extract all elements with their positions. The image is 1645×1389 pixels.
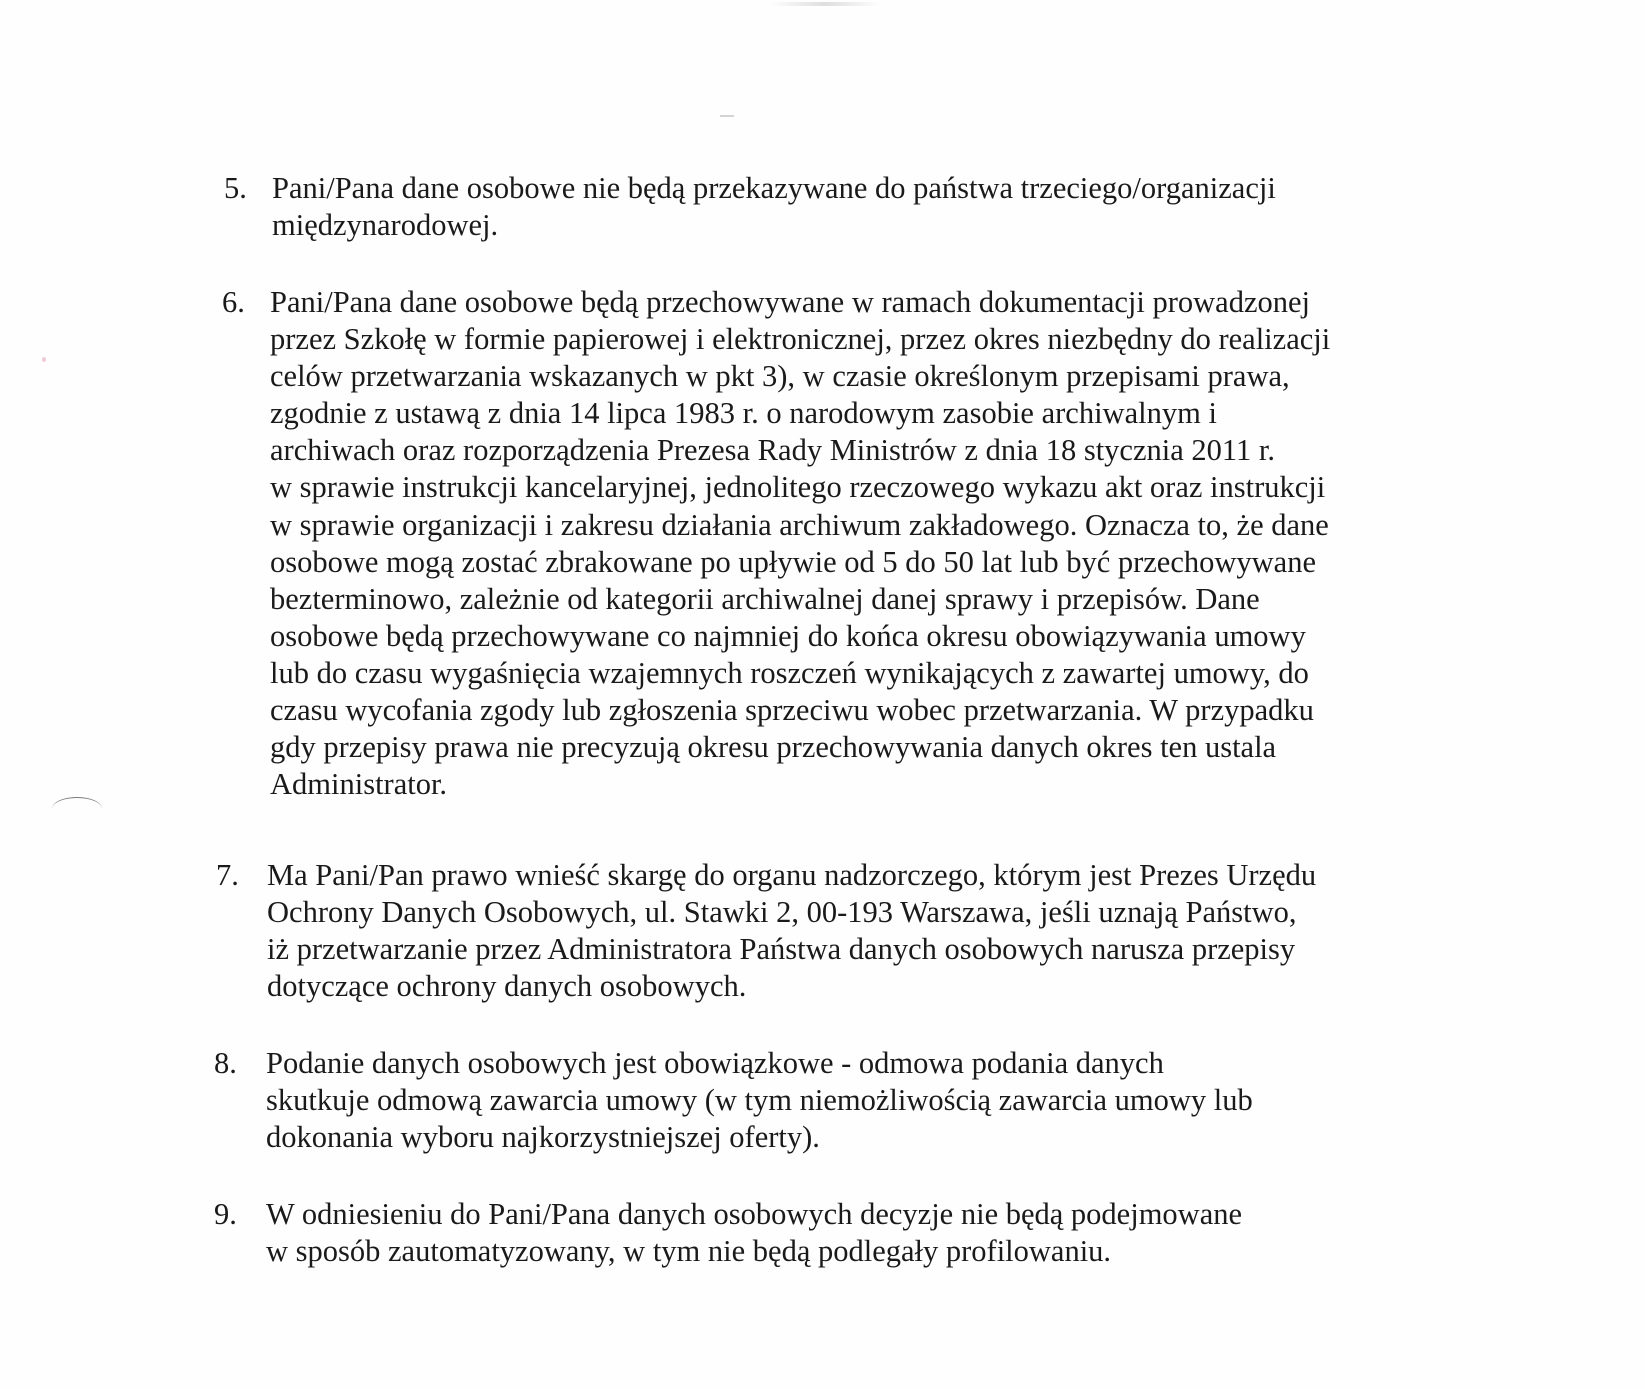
clause-number: 6. (222, 285, 245, 319)
clause-text: Pani/Pana dane osobowe nie będą przekazywane do państwa trzeciego/organizacji międzynarodowej. (272, 171, 1276, 242)
clause-text: W odniesieniu do Pani/Pana danych osobowych decyzje nie będą podejmowane w sposób zautomatyzowany, w tym nie będą podlegały profilowaniu. (266, 1197, 1243, 1268)
clause-number: 9. (214, 1197, 237, 1231)
scan-artifact-dash (720, 115, 734, 117)
clause-text: Podanie danych osobowych jest obowiązkowe - odmowa podania danych skutkuje odmową zawarcia umowy (w tym niemożliwością zawarcia umowy lub dokonania wyboru najkorzystniejszej oferty). (266, 1046, 1253, 1154)
clause-text: Pani/Pana dane osobowe będą przechowywane w ramach dokumentacji prowadzonej przez Szkołę w formie papierowej i elektronicznej, przez okres niezbędny do realizacji celów przetwarzania wskazanych w pkt 3), w czasie określonym przepisami prawa, zgodnie z ustawą z dnia 14 lipca 1983 r. o narodowym zasobie archiwalnym i archiwach oraz rozporządzenia Prezesa Rady Ministrów z dnia 18 stycznia 2011 r. w sprawie instrukcji kancelaryjnej, jednolitego rzeczowego wykazu akt oraz instrukcji w sprawie organizacji i zakresu działania archiwum zakładowego. Oznacza to, że dane osobowe mogą zostać zbrakowane po upływie od 5 do 50 lat lub być przechowywane bezterminowo, zależnie od kategorii archiwalnej danej sprawy i przepisów. Dane osobowe będą przechowywane co najmniej do końca okresu obowiązywania umowy lub do czasu wygaśnięcia wzajemnych roszczeń wynikających z zawartej umowy, do czasu wycofania zgody lub zgłoszenia sprzeciwu wobec przetwarzania. W przypadku gdy przepisy prawa nie precyzują okresu przechowywania danych okres ten ustala Administrator. (270, 285, 1331, 802)
clause-number: 5. (224, 171, 247, 205)
scan-artifact-dot (42, 357, 46, 362)
clause-text: Ma Pani/Pan prawo wnieść skargę do organu nadzorczego, którym jest Prezes Urzędu Ochrony Danych Osobowych, ul. Stawki 2, 00-193 Warszawa, jeśli uznają Państwo, iż przetwarzanie przez Administratora Państwa danych osobowych narusza przepisy dotyczące ochrony danych osobowych. (267, 858, 1317, 1003)
clause-number: 7. (216, 858, 239, 892)
scan-artifact-arc (52, 797, 102, 820)
scan-artifact-top (770, 2, 880, 6)
clause-number: 8. (214, 1046, 237, 1080)
